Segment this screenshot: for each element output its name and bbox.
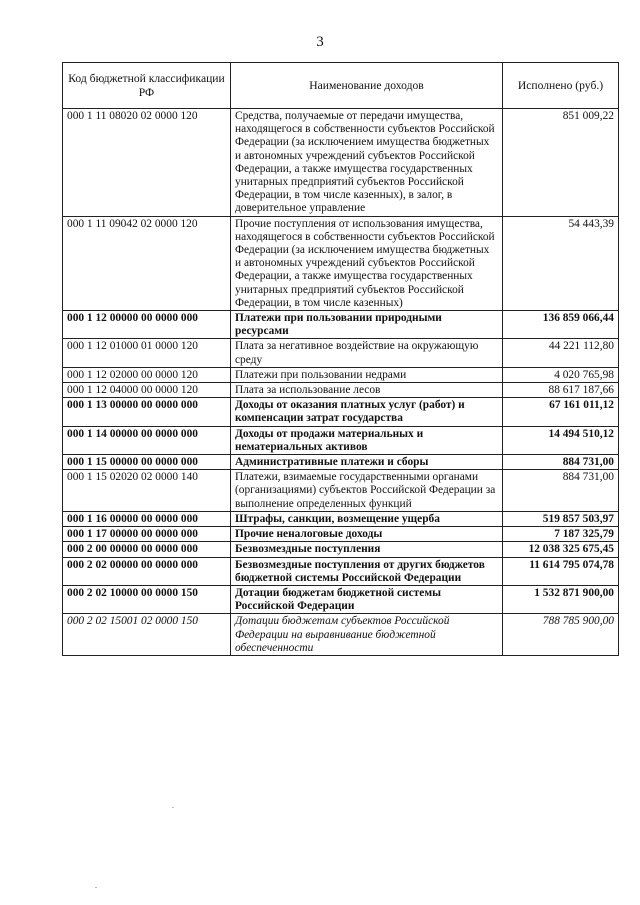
row-code: 000 1 12 01000 01 0000 120 xyxy=(63,339,231,367)
header-row xyxy=(63,63,619,109)
row-name: Административные платежи и сборы xyxy=(231,455,503,470)
header-code: Код бюджетной классификации РФ xyxy=(63,63,231,109)
row-name: Доходы от продажи материальных и нематериальных активов xyxy=(231,426,503,454)
row-name: Платежи, взимаемые государственными органами (организациями) субъектов Российской Федерации за выполнение определенных функций xyxy=(231,470,503,512)
table-row xyxy=(63,311,619,339)
row-amount: 519 857 503,97 xyxy=(503,511,619,526)
row-code: 000 1 15 00000 00 0000 000 xyxy=(63,455,231,470)
table-row xyxy=(63,614,619,656)
table-row xyxy=(63,398,619,426)
row-code: 000 1 14 00000 00 0000 000 xyxy=(63,426,231,454)
row-name: Безвозмездные поступления от других бюджетов бюджетной системы Российской Федерации xyxy=(231,557,503,585)
revenue-table xyxy=(62,62,619,656)
row-name: Средства, получаемые от передачи имущества, находящегося в собственности субъектов Российской Федерации (за исключением имущества бюджетных и автономных учреждений субъектов Российской Федерации, а также имущества государственных унитарных предприятий субъектов Российской Федерации, в том числе казенных), в залог, в доверительное управление xyxy=(231,109,503,217)
row-amount: 851 009,22 xyxy=(503,109,619,217)
page-number: 3 xyxy=(316,34,324,50)
row-code: 000 1 16 00000 00 0000 000 xyxy=(63,511,231,526)
row-name: Доходы от оказания платных услуг (работ) и компенсации затрат государства xyxy=(231,398,503,426)
row-code: 000 1 12 02000 00 0000 120 xyxy=(63,367,231,382)
table-row xyxy=(63,367,619,382)
row-name: Штрафы, санкции, возмещение ущерба xyxy=(231,511,503,526)
row-name: Дотации бюджетам бюджетной системы Российской Федерации xyxy=(231,585,503,613)
row-name: Платежи при пользовании недрами xyxy=(231,367,503,382)
row-amount: 136 859 066,44 xyxy=(503,311,619,339)
row-amount: 12 038 325 675,45 xyxy=(503,542,619,557)
table-row xyxy=(63,470,619,512)
scan-speck xyxy=(172,807,174,808)
row-amount: 1 532 871 900,00 xyxy=(503,585,619,613)
row-name: Дотации бюджетам субъектов Российской Федерации на выравнивание бюджетной обеспеченности xyxy=(231,614,503,656)
row-code: 000 2 02 00000 00 0000 000 xyxy=(63,557,231,585)
row-code: 000 1 11 08020 02 0000 120 xyxy=(63,109,231,217)
row-name: Безвозмездные поступления xyxy=(231,542,503,557)
table-body xyxy=(63,109,619,656)
row-amount: 44 221 112,80 xyxy=(503,339,619,367)
row-code: 000 1 13 00000 00 0000 000 xyxy=(63,398,231,426)
row-code: 000 1 15 02020 02 0000 140 xyxy=(63,470,231,512)
table-row xyxy=(63,216,619,310)
row-code: 000 1 12 04000 00 0000 120 xyxy=(63,383,231,398)
row-amount: 884 731,00 xyxy=(503,470,619,512)
table-row xyxy=(63,557,619,585)
row-name: Прочие неналоговые доходы xyxy=(231,527,503,542)
row-code: 000 1 12 00000 00 0000 000 xyxy=(63,311,231,339)
row-amount: 11 614 795 074,78 xyxy=(503,557,619,585)
table-row xyxy=(63,426,619,454)
table-row xyxy=(63,527,619,542)
header-amount: Исполнено (руб.) xyxy=(503,63,619,109)
row-name: Платежи при пользовании природными ресурсами xyxy=(231,311,503,339)
row-amount: 7 187 325,79 xyxy=(503,527,619,542)
row-amount: 54 443,39 xyxy=(503,216,619,310)
row-amount: 88 617 187,66 xyxy=(503,383,619,398)
row-name: Плата за использование лесов xyxy=(231,383,503,398)
row-name: Прочие поступления от использования имущества, находящегося в собственности субъектов Российской Федерации (за исключением имущества бюджетных и автономных учреждений субъектов Российской Федерации, а также имущества государственных унитарных предприятий субъектов Российской Федерации, в том числе казенных) xyxy=(231,216,503,310)
table-row xyxy=(63,511,619,526)
row-amount: 788 785 900,00 xyxy=(503,614,619,656)
row-code: 000 2 02 10000 00 0000 150 xyxy=(63,585,231,613)
row-code: 000 1 11 09042 02 0000 120 xyxy=(63,216,231,310)
scan-speck xyxy=(95,887,97,888)
row-code: 000 2 02 15001 02 0000 150 xyxy=(63,614,231,656)
table-row xyxy=(63,585,619,613)
row-amount: 67 161 011,12 xyxy=(503,398,619,426)
table-row xyxy=(63,542,619,557)
row-name: Плата за негативное воздействие на окружающую среду xyxy=(231,339,503,367)
row-amount: 4 020 765,98 xyxy=(503,367,619,382)
table-row xyxy=(63,383,619,398)
table-header xyxy=(63,63,619,109)
table-row xyxy=(63,109,619,217)
row-amount: 14 494 510,12 xyxy=(503,426,619,454)
table-row xyxy=(63,455,619,470)
table-row xyxy=(63,339,619,367)
header-name: Наименование доходов xyxy=(231,63,503,109)
row-code: 000 2 00 00000 00 0000 000 xyxy=(63,542,231,557)
row-code: 000 1 17 00000 00 0000 000 xyxy=(63,527,231,542)
row-amount: 884 731,00 xyxy=(503,455,619,470)
